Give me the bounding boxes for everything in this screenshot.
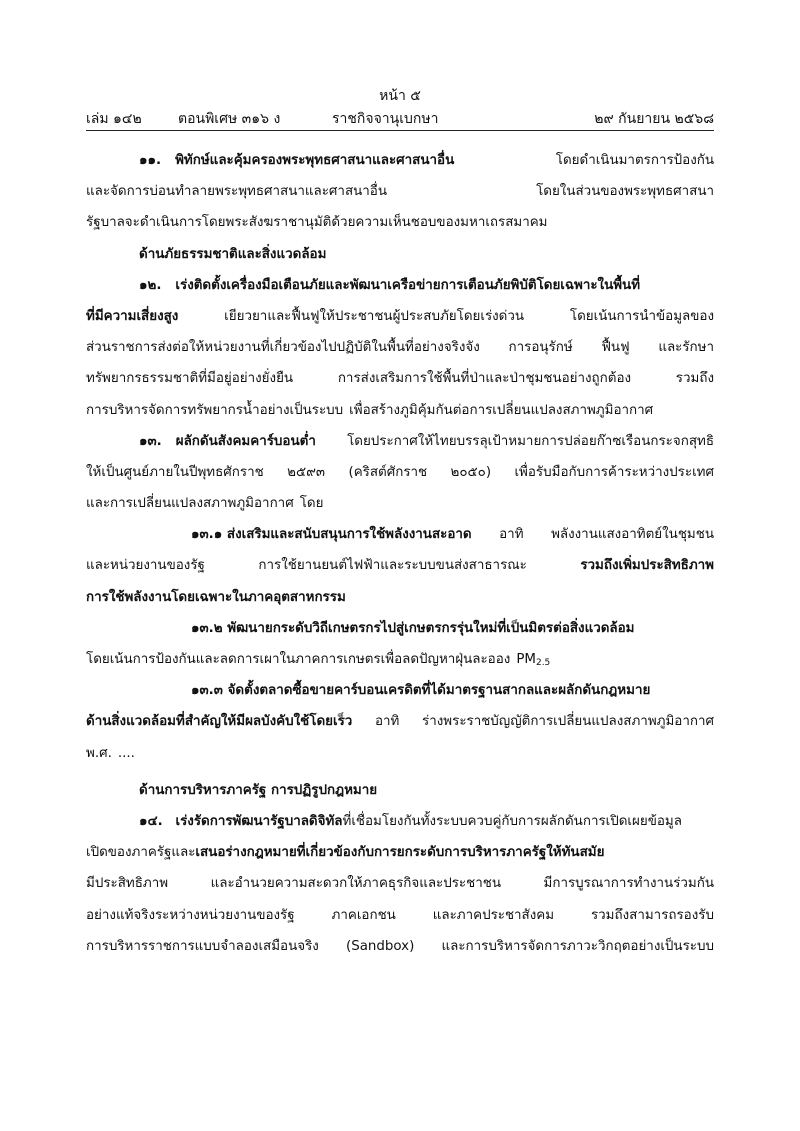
text-segment: ภาคเอกชน <box>331 907 396 923</box>
section-heading-environment: ด้านภัยธรรมชาติและสิ่งแวดล้อม <box>139 246 327 262</box>
header-publication: ราชกิจจานุเบกษา <box>332 111 439 127</box>
item-number: ๑๔. <box>139 813 163 829</box>
item-title: พิทักษ์และคุ้มครองพระพุทธศาสนาและศาสนาอื่น <box>175 153 455 168</box>
page-number: หน้า ๕ <box>379 88 421 104</box>
item-title: ส่งเสริมและสนับสนุนการใช้พลังงานสะอาด <box>226 527 472 543</box>
text-segment: อย่างแท้จริงระหว่างหน่วยงานของรัฐ <box>86 907 295 923</box>
text-segment: พ.ศ. <box>86 745 112 761</box>
paragraph-13-line <box>86 457 714 488</box>
paragraph-13-line <box>86 426 714 457</box>
item-title: ผลักดันสังคมคาร์บอนต่ำ <box>175 433 316 449</box>
item-number: ๑๒. <box>139 277 162 293</box>
text-segment: และจัดการบ่อนทำลายพระพุทธศาสนาและศาสนาอื่น <box>86 184 387 200</box>
text-segment: พลังงานแสงอาทิตย์ในชุมชน <box>551 527 714 543</box>
text-segment: เยียวยาและฟื้นฟูให้ประชาชนผู้ประสบภัยโดยเร่งด่วน <box>224 308 525 324</box>
text-segment: มีประสิทธิภาพ <box>86 876 169 892</box>
text-segment: (Sandbox) <box>345 938 415 954</box>
text-segment: (คริสต์ศักราช <box>348 464 428 480</box>
text-segment: รวมถึง <box>675 371 714 387</box>
paragraph-12-line <box>86 395 714 426</box>
text-segment: และอำนวยความสะดวกให้ภาคธุรกิจและประชาชน <box>210 876 501 892</box>
text-segment: และภาคประชาสังคม <box>432 907 555 923</box>
paragraph-14-line <box>86 868 714 899</box>
paragraph-12-line <box>86 332 714 363</box>
paragraph-13-3-line <box>86 675 714 706</box>
item-title: เสนอร่างกฎหมายที่เกี่ยวข้องกับการยกระดับการบริหารภาครัฐให้ทันสมัย <box>195 845 605 861</box>
text-segment: และการเปลี่ยนแปลงสภาพภูมิอากาศ <box>86 496 294 512</box>
paragraph-13-2-line <box>86 613 714 644</box>
gazette-header <box>86 108 714 131</box>
text-segment: เพื่อสร้างภูมิคุ้มกันต่อการเปลี่ยนแปลงสภาพภูมิอากาศ <box>349 402 654 418</box>
page-body <box>86 145 714 962</box>
text-segment: ที่เชื่อมโยงกันทั้งระบบควบคู่กับการผลักดันการเปิดเผยข้อมูล <box>342 813 682 829</box>
text-segment: และหน่วยงานของรัฐ <box>86 558 205 574</box>
paragraph-13-line <box>86 488 714 519</box>
paragraph-11-line <box>86 145 714 176</box>
text-segment: อาทิ <box>374 714 400 730</box>
text-segment: ทรัพยากรธรรมชาติที่มีอยู่อย่างยั่งยืน <box>86 371 294 387</box>
header-date: ๒๙ กันยายน ๒๕๖๘ <box>594 111 714 127</box>
item-title: รวมถึงเพิ่มประสิทธิภาพ <box>580 558 714 574</box>
text-segment: การส่งเสริมการใช้พื้นที่ป่าและป่าชุมชนอย่างถูกต้อง <box>337 371 632 387</box>
text-segment: การอนุรักษ์ <box>508 340 573 356</box>
text-segment: โดย <box>299 496 324 512</box>
paragraph-11-line <box>86 207 714 238</box>
text-segment: โดยประกาศให้ไทยบรรลุเป้าหมายการปล่อยก๊าซเรือนกระจกสุทธิ <box>347 433 714 449</box>
text-segment: และรักษา <box>658 340 714 356</box>
paragraph-14-line <box>86 806 714 837</box>
paragraph-11-line <box>86 176 714 207</box>
text-segment: การบริหารจัดการทรัพยากรน้ำอย่างเป็นระบบ <box>86 402 344 418</box>
paragraph-14-line <box>86 837 714 868</box>
paragraph-13-1-line <box>86 582 714 613</box>
item-title: การใช้พลังงานโดยเฉพาะในภาคอุตสาหกรรม <box>86 589 346 605</box>
paragraph-12-line <box>86 270 714 301</box>
text-segment: การใช้ยานยนต์ไฟฟ้าและระบบขนส่งสาธารณะ <box>258 558 527 574</box>
item-title: ที่มีความเสี่ยงสูง <box>86 308 179 324</box>
text-segment: โดยในส่วนของพระพุทธศาสนา <box>536 184 714 200</box>
item-number: ๑๓.๑ <box>191 527 223 543</box>
text-segment: .... <box>117 745 135 761</box>
item-number: ๑๓.๓ <box>191 683 223 699</box>
paragraph-13-3-line <box>86 738 714 769</box>
item-title: ด้านสิ่งแวดล้อมที่สำคัญให้มีผลบังคับใช้โดยเร็ว <box>86 714 353 730</box>
paragraph-12-line <box>86 301 714 332</box>
text-segment: ร่างพระราชบัญญัติการเปลี่ยนแปลงสภาพภูมิอากาศ <box>422 714 714 730</box>
item-number: ๑๑. <box>139 153 162 168</box>
text-segment: โดยเน้นการนำข้อมูลของ <box>569 308 714 324</box>
pm25-label: $PM_{2.5}$ <box>516 652 551 668</box>
paragraph-13-3-line <box>86 706 714 737</box>
text-segment: โดยเน้นการป้องกันและลดการเผาในภาคการเกษตรเพื่อลดปัญหาฝุ่นละออง <box>86 652 511 667</box>
text-segment: มีการบูรณาการทำงานร่วมกัน <box>543 876 714 892</box>
paragraph-14-line <box>86 931 714 962</box>
item-title: เร่งรัดการพัฒนารัฐบาลดิจิทัล <box>175 813 343 829</box>
text-segment: ส่วนราชการส่งต่อให้หน่วยงานที่เกี่ยวข้องไปปฏิบัติในพื้นที่อย่างจริงจัง <box>86 340 480 356</box>
paragraph-13-1-line <box>86 550 714 581</box>
item-title: เร่งติดตั้งเครื่องมือเตือนภัยและพัฒนาเครือข่ายการเตือนภัยพิบัติโดยเฉพาะในพื้นที่ <box>175 277 641 293</box>
item-title: จัดตั้งตลาดซื้อขายคาร์บอนเครดิตที่ได้มาตรฐานสากลและผลักดันกฎหมาย <box>227 683 651 699</box>
text-segment: อาทิ <box>499 527 524 543</box>
paragraph-14-line <box>86 900 714 931</box>
paragraph-13-2-line <box>86 644 714 675</box>
text-segment: ๒๐๕๐) <box>450 464 492 480</box>
text-segment: โดยดำเนินมาตรการป้องกัน <box>555 153 714 168</box>
item-title: พัฒนายกระดับวิถีเกษตรกรไปสู่เกษตรกรรุ่นใหม่ที่เป็นมิตรต่อสิ่งแวดล้อม <box>227 620 635 636</box>
text-segment: เปิดของภาครัฐและ <box>86 845 196 861</box>
header-section: ตอนพิเศษ ๓๑๖ ง <box>178 111 281 127</box>
header-volume: เล่ม ๑๔๒ <box>86 111 142 127</box>
text-segment: การบริหารราชการแบบจำลองเสมือนจริง <box>86 938 319 954</box>
text-segment: รวมถึงสามารถรองรับ <box>590 907 714 923</box>
text-segment: ฟื้นฟู <box>601 340 630 356</box>
text-segment: และการบริหารจัดการภาวะวิกฤตอย่างเป็นระบบ <box>441 938 714 954</box>
text-segment: เพื่อรับมือกับการค้าระหว่างประเทศ <box>514 464 714 480</box>
text-segment: รัฐบาลจะดำเนินการโดยพระสังฆราชานุมัติด้วยความเห็นชอบของมหาเถรสมาคม <box>86 215 548 231</box>
section-heading-administration: ด้านการบริหารภาครัฐ การปฏิรูปกฎหมาย <box>139 782 378 798</box>
text-segment: ๒๕๙๓ <box>287 464 326 480</box>
paragraph-12-line <box>86 363 714 394</box>
text-segment: ให้เป็นศูนย์ภายในปีพุทธศักราช <box>86 464 264 480</box>
item-number: ๑๓.๒ <box>191 620 223 636</box>
paragraph-13-1-line <box>86 519 714 550</box>
item-number: ๑๓. <box>139 433 162 449</box>
